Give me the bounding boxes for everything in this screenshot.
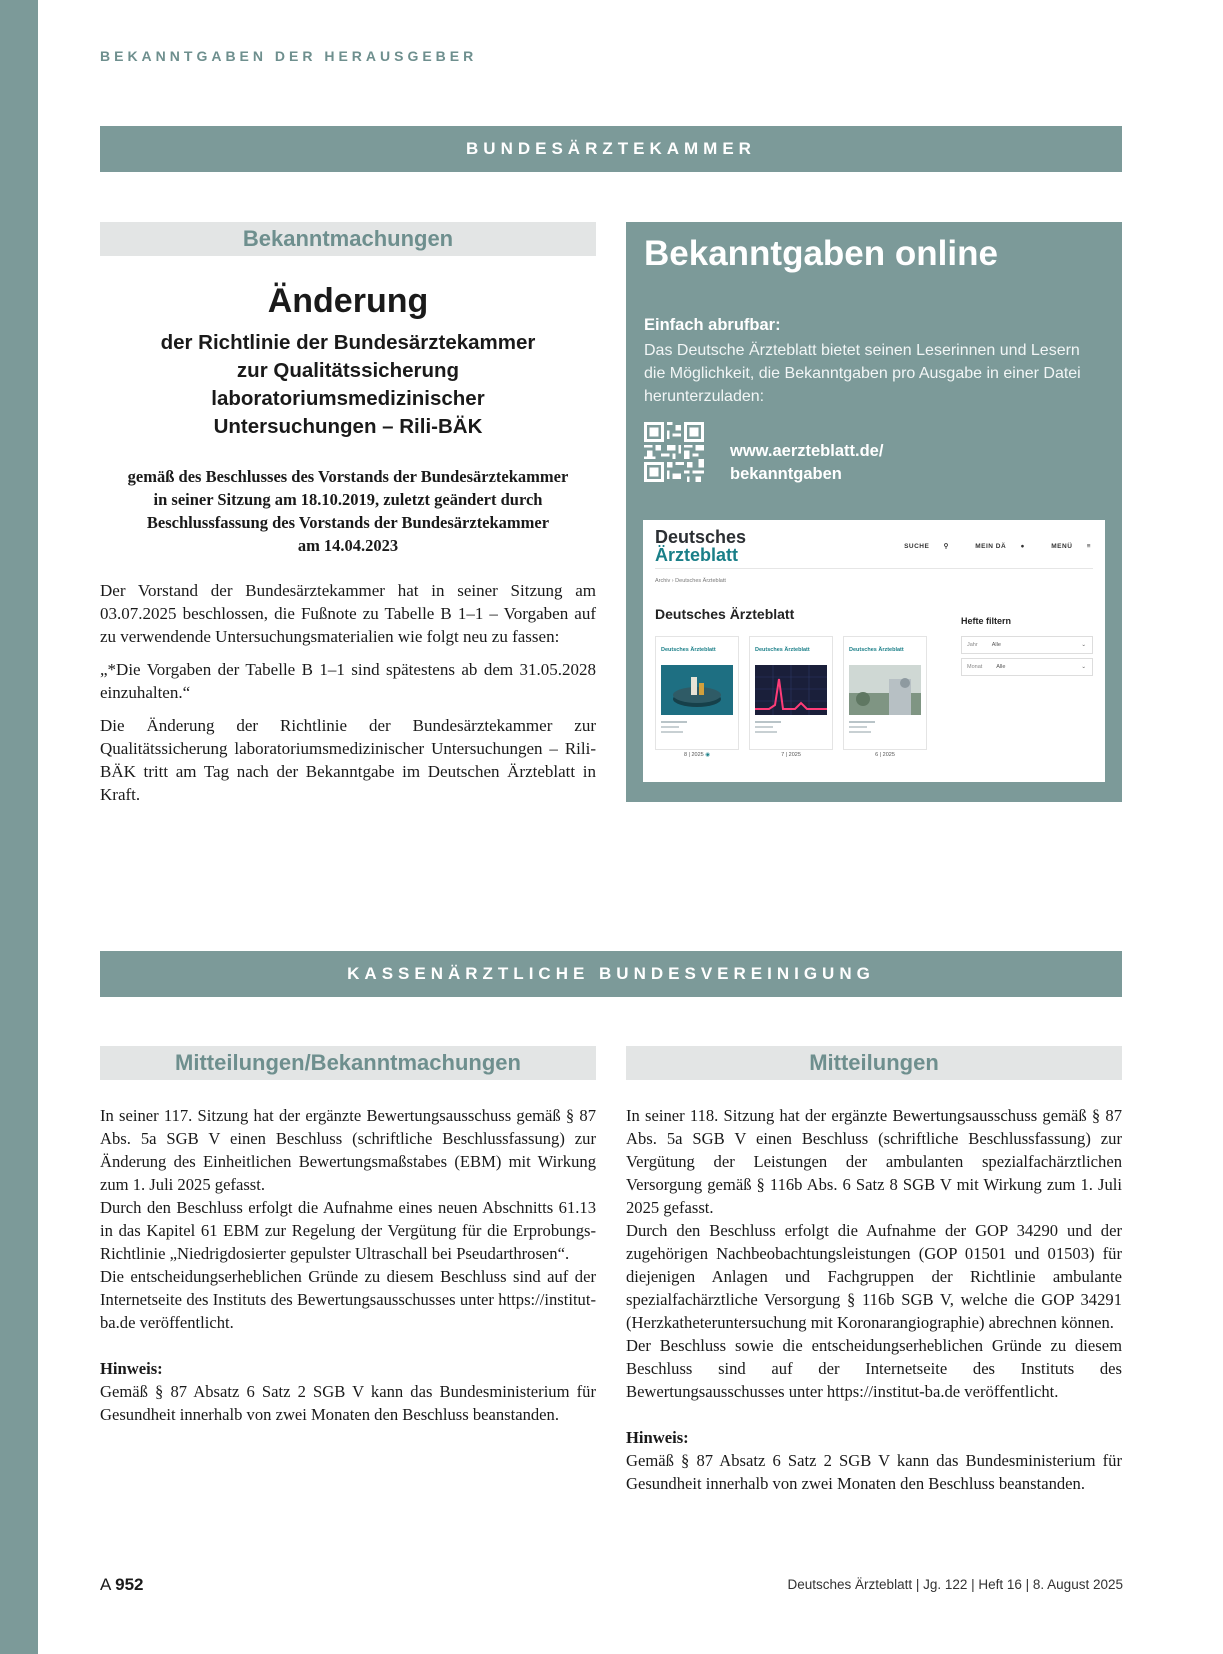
journal-citation: Deutsches Ärzteblatt | Jg. 122 | Heft 16 | 8. August 2025: [787, 1577, 1123, 1592]
article-subtitle: [100, 329, 596, 441]
issue-label: 7 | 2025: [781, 752, 801, 758]
bekanntgaben-online-box: [626, 222, 1122, 802]
basis-line: in seiner Sitzung am 18.10.2019, zuletzt geändert durch: [153, 490, 543, 509]
chevron-down-icon: ⌄: [1081, 642, 1086, 648]
kbv-paragraph: In seiner 117. Sitzung hat der ergänzte Bewertungsausschuss gemäß § 87 Abs. 5a SGB V einen Beschluss (schriftliche Beschlussfassung) zur Änderung des Einheitlichen Bewertungsmaßstabes (EBM) mit Wirkung zum 1. Juli 2025 gefasst.: [100, 1106, 596, 1194]
search-icon: ⚲: [943, 543, 949, 550]
article-basis: [100, 465, 596, 557]
baek-article: [100, 282, 596, 806]
issue-cover: [655, 636, 739, 750]
cover-text-lines: [849, 721, 889, 737]
cover-masthead: Deutsches Ärzteblatt: [849, 647, 904, 653]
qr-code-icon[interactable]: [644, 422, 704, 482]
filter-value: Alle: [996, 664, 1006, 670]
nav-menu: [1039, 543, 1091, 550]
label-bekanntmachungen: Bekanntmachungen: [100, 222, 596, 256]
url-line: www.aerzteblatt.de/: [730, 442, 884, 460]
label-mitteilungen: Mitteilungen: [626, 1046, 1122, 1080]
cover-text-lines: [755, 721, 795, 737]
filter-key: Monat: [967, 664, 983, 670]
logo-line: Ärzteblatt: [655, 545, 739, 565]
article-paragraph: Die Änderung der Richtlinie der Bundesärztekammer zur Qualitätssicherung laboratoriumsmedizinischer Untersuchungen – Rili-BÄK tritt am Tag nach der Bekanntgabe im Deutschen Ärzteblatt in Kraft.: [100, 716, 596, 804]
article-quote: „*Die Vorgaben der Tabelle B 1–1 sind spätestens ab dem 31.05.2028 einzuhalten.“: [100, 660, 596, 702]
hinweis-text: Gemäß § 87 Absatz 6 Satz 2 SGB V kann das Bundesministerium für Gesundheit innerhalb von zwei Monaten den Beschluss beanstanden.: [100, 1382, 596, 1424]
website-screenshot: [643, 520, 1105, 782]
cover-masthead: Deutsches Ärzteblatt: [661, 647, 716, 653]
section-band-kbv: KASSENÄRZTLICHE BUNDESVEREINIGUNG: [100, 951, 1122, 997]
kbv-left-column: [100, 1104, 596, 1426]
online-box-subtitle: Einfach abrufbar:: [644, 316, 781, 334]
cover-illustration: [849, 665, 921, 715]
basis-line: gemäß des Beschlusses des Vorstands der Bundesärztekammer: [127, 467, 569, 486]
user-icon: ●: [1020, 543, 1025, 550]
filter-value: Alle: [991, 642, 1001, 648]
cover-text-lines: [661, 721, 701, 737]
logo-line: Deutsches: [655, 527, 747, 547]
article-paragraph: Der Vorstand der Bundesärztekammer hat in seiner Sitzung am 03.07.2025 beschlossen, die Fußnote zu Tabelle B 1–1 – Vorgaben auf zu verwendende Untersuchungsmaterialien wie folgt neu zu fassen:: [100, 581, 596, 646]
label-mitteilungen-bekanntmachungen: Mitteilungen/Bekanntmachungen: [100, 1046, 596, 1080]
hinweis-heading: Hinweis:: [626, 1428, 689, 1447]
hinweis-text: Gemäß § 87 Absatz 6 Satz 2 SGB V kann das Bundesministerium für Gesundheit innerhalb von zwei Monaten den Beschluss beanstanden.: [626, 1451, 1122, 1493]
cover-illustration: [661, 665, 733, 715]
issue-label: [655, 752, 739, 758]
kbv-paragraph: Durch den Beschluss erfolgt die Aufnahme der GOP 34290 und der zugehörigen Nachbeobachtungsleistungen (GOP 01501 und 01503) für diejenigen Anlagen und Fachgruppen der Richtlinie ambulante spezialfachärztliche Versorgung § 116b SGB V, welche die GOP 34291 (Herzkatheteruntersuchung mit Koronarangiographie) abrechnen können.: [626, 1221, 1122, 1332]
nav-search: [892, 543, 949, 550]
cover-masthead: Deutsches Ärzteblatt: [755, 647, 810, 653]
screenshot-filter-month: [961, 658, 1093, 676]
nav-label: MEIN DÄ: [975, 543, 1007, 550]
screenshot-nav: [880, 542, 1091, 550]
online-box-description: Das Deutsche Ärzteblatt bietet seinen Leserinnen und Lesern die Möglichkeit, die Bekanntgaben pro Ausgabe in einer Datei herunterzuladen:: [644, 342, 1081, 405]
subtitle-line: Untersuchungen – Rili-BÄK: [213, 415, 483, 438]
nav-mein-dae: [963, 543, 1025, 550]
kbv-paragraph: Der Beschluss sowie die entscheidungserheblichen Gründe zu diesem Beschluss sind auf der Internetseite des Instituts des Bewertungsausschusses unter https://institut-ba.de veröffentlicht.: [626, 1336, 1122, 1401]
kbv-paragraph: In seiner 118. Sitzung hat der ergänzte Bewertungsausschuss gemäß § 87 Abs. 5a SGB V einen Beschluss (schriftliche Beschlussfassung) zur Vergütung der Leistungen der ambulanten spezialfachärztlichen Versorgung gemäß § 116b Abs. 6 Satz 8 SGB V mit Wirkung zum 1. Juli 2025 gefasst.: [626, 1106, 1122, 1217]
basis-line: Beschlussfassung des Vorstands der Bundesärztekammer: [146, 513, 550, 532]
issue-number: 8 | 2025: [683, 752, 704, 758]
page-number: [100, 1575, 144, 1595]
online-box-title: Bekanntgaben online: [644, 234, 998, 273]
url-line: bekanntgaben: [730, 465, 842, 483]
basis-line: am 14.04.2023: [297, 536, 399, 555]
nav-label: MENÜ: [1051, 543, 1073, 550]
issue-cover: [843, 636, 927, 750]
issue-cover: [749, 636, 833, 750]
kbv-paragraph: Durch den Beschluss erfolgt die Aufnahme eines neuen Abschnitts 61.13 in das Kapitel 61 EBM zur Regelung der Vergütung für die Erprobungs-Richtlinie „Niedrigdosierter gepulster Ultraschall bei Pseudarthrosen“.: [100, 1198, 596, 1263]
screenshot-logo: [655, 528, 746, 564]
issue-label: 6 | 2025: [875, 752, 895, 758]
kbv-paragraph: Die entscheidungserheblichen Gründe zu diesem Beschluss sind auf der Internetseite des Instituts des Bewertungsausschusses unter https://institut-ba.de veröffentlicht.: [100, 1267, 596, 1332]
online-box-url[interactable]: [730, 440, 883, 486]
filter-key: Jahr: [967, 642, 978, 648]
subtitle-line: der Richtlinie der Bundesärztekammer: [160, 331, 536, 354]
page-prefix: A: [100, 1575, 111, 1594]
screenshot-filter-title: Hefte filtern: [961, 616, 1012, 626]
nav-label: SUCHE: [904, 543, 930, 550]
page-number-value: 952: [115, 1575, 144, 1594]
side-color-strip: [0, 0, 38, 1654]
section-band-baek: BUNDESÄRZTEKAMMER: [100, 126, 1122, 172]
kbv-right-column: [626, 1104, 1122, 1495]
screenshot-divider: [655, 568, 1093, 569]
screenshot-heading: Deutsches Ärzteblatt: [655, 606, 795, 622]
cover-illustration: [755, 665, 827, 715]
hinweis-heading: Hinweis:: [100, 1359, 163, 1378]
running-head: BEKANNTGABEN DER HERAUSGEBER: [100, 48, 478, 64]
article-title: Änderung: [267, 282, 429, 320]
eye-icon: ◉: [705, 752, 711, 758]
hamburger-icon: ≡: [1086, 543, 1091, 550]
chevron-down-icon: ⌄: [1081, 664, 1086, 670]
screenshot-filter-year: [961, 636, 1093, 654]
screenshot-breadcrumb: Archiv › Deutsches Ärzteblatt: [655, 578, 726, 584]
subtitle-line: zur Qualitätssicherung laboratoriumsmedizinischer: [211, 359, 485, 410]
